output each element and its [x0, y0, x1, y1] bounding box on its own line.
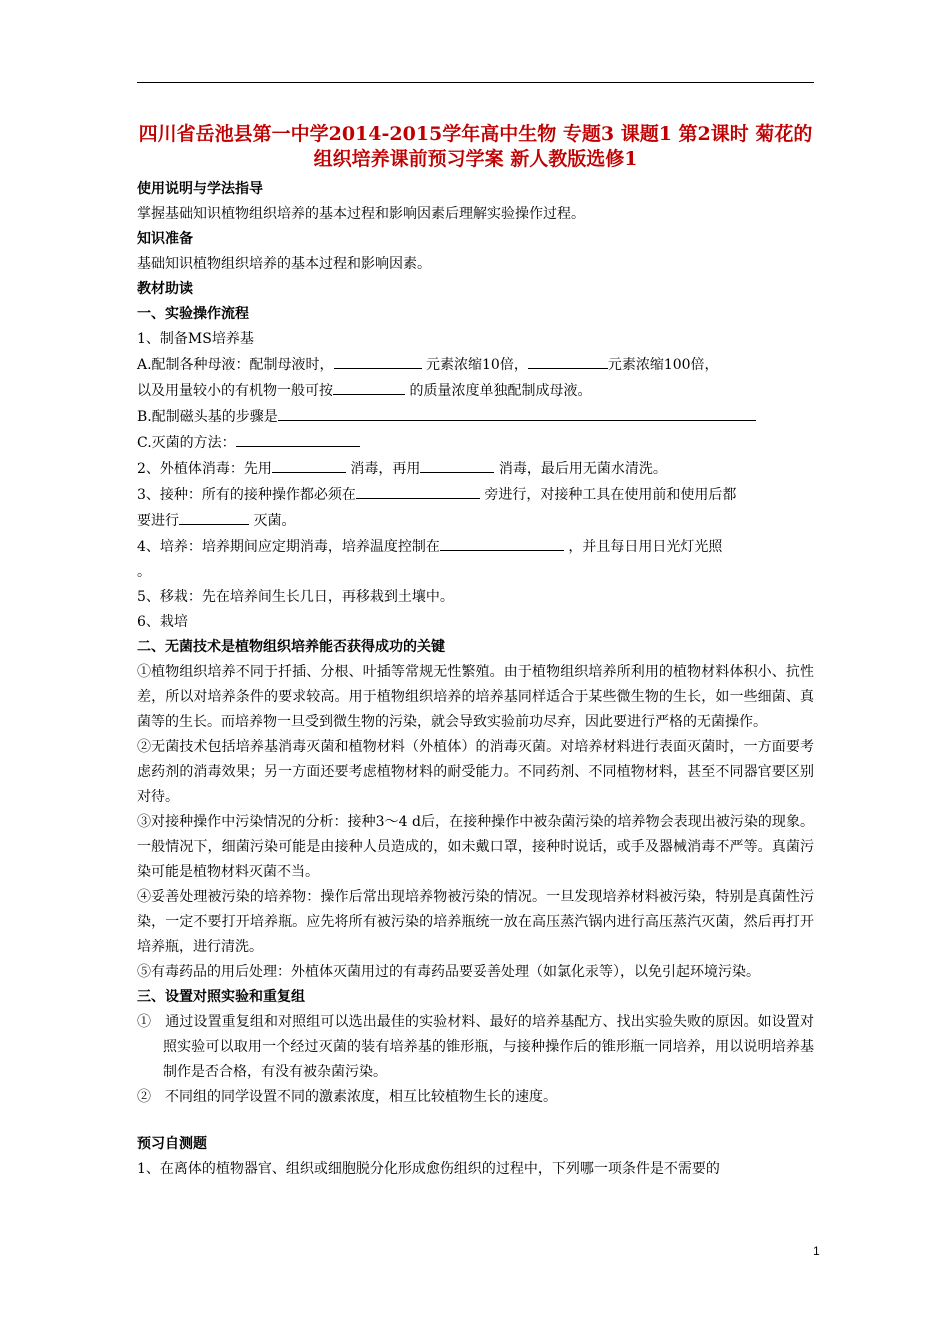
blank-step3-1[interactable]: [356, 482, 480, 499]
part2-para1: ①植物组织培养不同于扦插、分根、叶插等常规无性繁殖。由于植物组织培养所利用的植物材料体积小、抗性差，所以对培养条件的要求较高。用于植物组织培养的培养基同样适合于某些微生物的生长，如一些细菌、真菌等的生长。而培养物一旦受到微生物的污染，就会导致实验前功尽弃，因此要进行严格的无菌操作。: [137, 664, 814, 730]
part1-step3-cont: [137, 508, 814, 534]
knowledge-heading: 知识准备: [137, 231, 193, 247]
usage-heading: 使用说明与学法指导: [137, 181, 263, 197]
part1-step1-b: [137, 404, 814, 430]
part3-item1: ① 通过设置重复组和对照组可以选出最佳的实验材料、最好的培养基配方、找出实验失败的原因。如设置对照实验可以取用一个经过灭菌的装有培养基的锥形瓶，与接种操作后的锥形瓶一同培养，用以说明培养基制作是否合格，有没有被杂菌污染。: [137, 1014, 814, 1080]
blank-step2-1[interactable]: [272, 456, 346, 473]
usage-text: 掌握基础知识植物组织培养的基本过程和影响因素后理解实验操作过程。: [137, 206, 585, 222]
selftest-heading: 预习自测题: [137, 1136, 207, 1152]
document-title: 四川省岳池县第一中学2014-2015学年高中生物 专题3 课题1 第2课时 菊花的组织培养课前预习学案 新人教版选修1: [138, 123, 813, 170]
blank-a2[interactable]: [528, 352, 608, 369]
step3-text-2: 旁进行，对接种工具在使用前和使用后都: [479, 487, 737, 503]
document-page: [137, 122, 814, 1182]
selftest-question1: 1、在离体的植物器官、组织或细胞脱分化形成愈伤组织的过程中，下列哪一项条件是不需要的: [137, 1161, 720, 1177]
step4-text-2: ，并且每日用日光灯光照: [563, 539, 723, 555]
part3-heading: 三、设置对照实验和重复组: [137, 989, 305, 1005]
part1-step4: [137, 534, 814, 560]
part2-para2: ②无菌技术包括培养基消毒灭菌和植物材料（外植体）的消毒灭菌。对培养材料进行表面灭菌时，一方面要考虑药剂的消毒效果；另一方面还要考虑植物材料的耐受能力。不同药剂、不同植物材料，甚至不同器官要区别对待。: [137, 739, 814, 805]
step2-text-2: 消毒，再用: [345, 461, 421, 477]
part1-step6: 6、栽培: [137, 614, 188, 630]
step3-text-3: 要进行: [137, 513, 179, 529]
part1-step1-a: [137, 352, 814, 378]
b-text: B.配制磁头基的步骤是: [137, 409, 278, 425]
part1-step5: 5、移栽：先在培养间生长几日，再移栽到土壤中。: [137, 589, 454, 605]
step2-text-3: 消毒，最后用无菌水清洗。: [494, 461, 667, 477]
step3-text-1: 3、接种：所有的接种操作都必须在: [137, 487, 356, 503]
part2-para3: ③对接种操作中污染情况的分析：接种3～4 d后，在接种操作中被杂菌污染的培养物会表现出被污染的现象。一般情况下，细菌污染可能是由接种人员造成的，如未戴口罩，接种时说话，或手及器械消毒不严等。真菌污染可能是植物材料灭菌不当。: [137, 814, 814, 880]
a-text-5: 的质量浓度单独配制成母液。: [405, 383, 592, 399]
part1-heading: 一、实验操作流程: [137, 306, 249, 322]
part1-step1-a-cont: [137, 378, 814, 404]
step3-text-4: 灭菌。: [249, 513, 296, 529]
blank-a1[interactable]: [334, 352, 422, 369]
a-text-1: A.配制各种母液：配制母液时，: [137, 357, 334, 373]
part1-step3: [137, 482, 814, 508]
blank-a3[interactable]: [333, 378, 405, 395]
part2-para4: ④妥善处理被污染的培养物：操作后常出现培养物被污染的情况。一旦发现培养材料被污染，特别是真菌性污染，一定不要打开培养瓶。应先将所有被污染的培养瓶统一放在高压蒸汽锅内进行高压蒸汽灭菌，然后再打开培养瓶，进行清洗。: [137, 889, 814, 955]
part2-heading: 二、无菌技术是植物组织培养能否获得成功的关键: [137, 639, 445, 655]
part1-step2: [137, 456, 814, 482]
blank-b[interactable]: [278, 404, 756, 421]
step4-text-1: 4、培养：培养期间应定期消毒，培养温度控制在: [137, 539, 440, 555]
blank-step3-2[interactable]: [179, 508, 249, 525]
page-number: 1: [813, 1244, 820, 1258]
a-text-3: 元素浓缩100倍，: [607, 357, 719, 373]
part1-step1-c: [137, 430, 814, 456]
blank-step4[interactable]: [440, 534, 564, 551]
part1-step4-cont: 。: [137, 564, 151, 580]
part3-item2: ② 不同组的同学设置不同的激素浓度，相互比较植物生长的速度。: [137, 1089, 557, 1105]
blank-step2-2[interactable]: [420, 456, 494, 473]
header-rule: [137, 82, 814, 83]
c-text: C.灭菌的方法：: [137, 435, 236, 451]
part1-step1: 1、制备MS培养基: [137, 331, 254, 347]
a-text-2: 元素浓缩10倍，: [421, 357, 528, 373]
knowledge-text: 基础知识植物组织培养的基本过程和影响因素。: [137, 256, 431, 272]
reading-heading: 教材助读: [137, 281, 193, 297]
a-text-4: 以及用量较小的有机物一般可按: [137, 383, 333, 399]
step2-text-1: 2、外植体消毒：先用: [137, 461, 272, 477]
part2-para5: ⑤有毒药品的用后处理：外植体灭菌用过的有毒药品要妥善处理（如氯化汞等），以免引起环境污染。: [137, 964, 760, 980]
blank-c[interactable]: [236, 430, 360, 447]
